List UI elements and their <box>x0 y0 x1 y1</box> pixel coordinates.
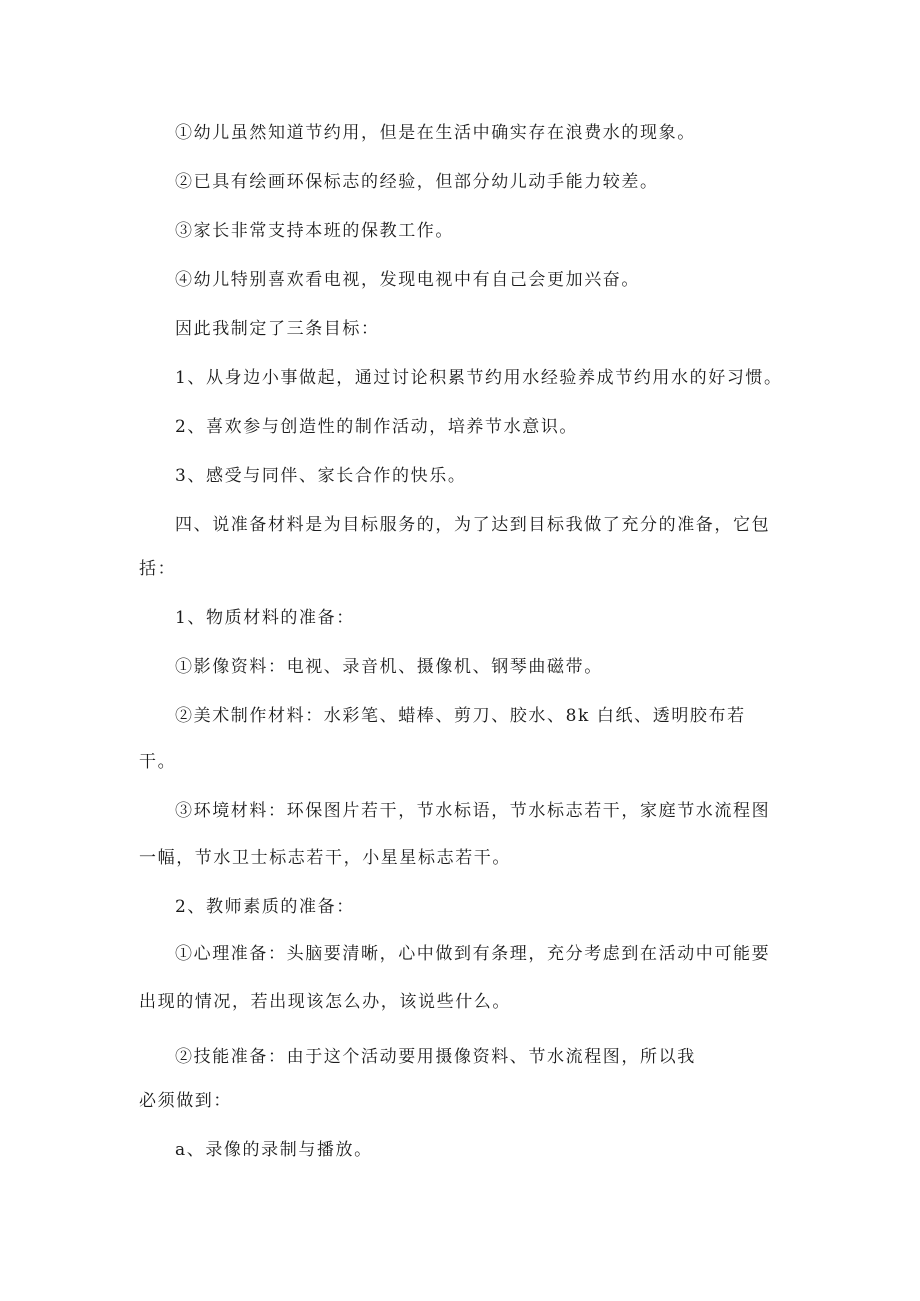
text-line: ①影像资料：电视、录音机、摄像机、钢琴曲磁带。 <box>175 657 603 677</box>
text-line: a、录像的录制与播放。 <box>175 1140 373 1160</box>
text-line: 3、感受与同伴、家长合作的快乐。 <box>175 466 467 486</box>
text-line: 2、教师素质的准备： <box>175 897 355 917</box>
text-line: ③环境材料：环保图片若干，节水标语，节水标志若干，家庭节水流程图 <box>175 801 771 821</box>
text-line: 2、喜欢参与创造性的制作活动，培养节水意识。 <box>175 417 579 437</box>
text-line: 括： <box>139 559 177 579</box>
text-line: 1、从身边小事做起，通过讨论积累节约用水经验养成节约用水的好习惯。 <box>175 368 783 388</box>
text-line: 因此我制定了三条目标： <box>175 319 380 339</box>
text-line: 出现的情况，若出现该怎么办，该说些什么。 <box>139 992 511 1012</box>
text-line: ②已具有绘画环保标志的经验，但部分幼儿动手能力较差。 <box>175 172 659 192</box>
text-line: 必须做到： <box>139 1091 232 1111</box>
text-line: 一幅，节水卫士标志若干，小星星标志若干。 <box>139 848 511 868</box>
text-line: ④幼儿特别喜欢看电视，发现电视中有自己会更加兴奋。 <box>175 270 640 290</box>
text-line: ①幼儿虽然知道节约用，但是在生活中确实存在浪费水的现象。 <box>175 123 696 143</box>
text-line: 干。 <box>139 752 177 772</box>
text-line: 四、说准备材料是为目标服务的，为了达到目标我做了充分的准备，它包 <box>175 515 771 535</box>
text-line: ③家长非常支持本班的保教工作。 <box>175 221 454 241</box>
text-line: ①心理准备：头脑要清晰，心中做到有条理，充分考虑到在活动中可能要 <box>175 944 771 964</box>
text-line: ②美术制作材料：水彩笔、蜡棒、剪刀、胶水、8k 白纸、透明胶布若 <box>175 706 746 726</box>
text-line: 1、物质材料的准备： <box>175 608 355 628</box>
text-line: ②技能准备：由于这个活动要用摄像资料、节水流程图，所以我 <box>175 1047 696 1067</box>
